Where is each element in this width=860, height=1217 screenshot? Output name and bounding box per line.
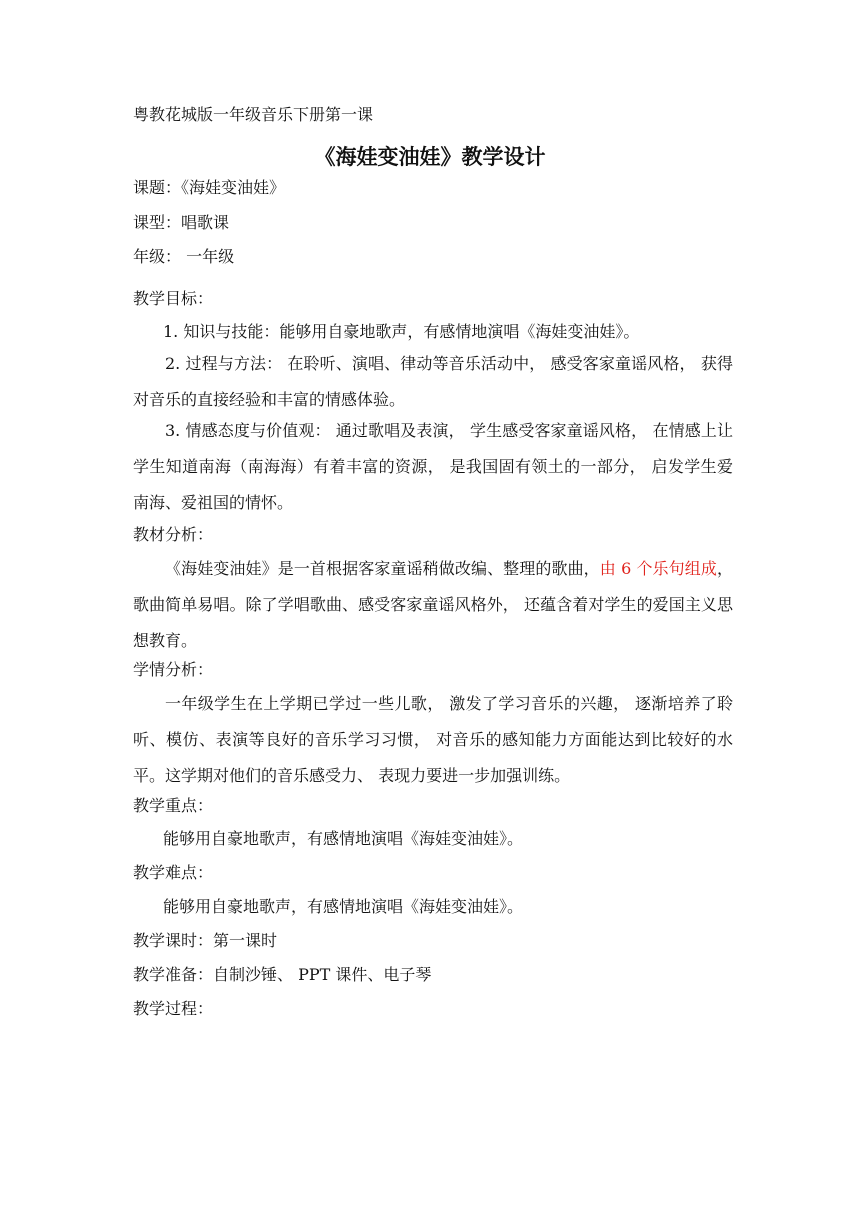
material-text — [133, 551, 733, 659]
material-text-part1: 《海娃变油娃》是一首根据客家童谣稍做改编、整理的歌曲， — [165, 559, 600, 578]
course-line: 粤教花城版一年级音乐下册第一课 — [133, 105, 374, 124]
material-heading: 教材分析： — [133, 525, 214, 544]
goal-item-1: 1. 知识与技能：能够用自豪地歌声，有感情地演唱《海娃变油娃》。 — [163, 322, 640, 341]
process-heading: 教学过程： — [133, 999, 214, 1018]
prep-line: 教学准备：自制沙锤、 PPT 课件、电子琴 — [133, 965, 432, 984]
key-point-heading: 教学重点： — [133, 796, 214, 815]
page-title: 《海娃变油娃》教学设计 — [314, 145, 546, 169]
goals-heading: 教学目标： — [133, 289, 214, 308]
goal-item-2: 2. 过程与方法： 在聆听、演唱、律动等音乐活动中， 感受客家童谣风格， 获得对音乐的直接经验和丰富的情感体验。 — [133, 354, 733, 409]
type-line: 课型：唱歌课 — [133, 213, 230, 232]
goal-item-3: 3. 情感态度与价值观： 通过歌唱及表演， 学生感受客家童谣风格， 在情感上让学生知道南海（南海海）有着丰富的资源， 是我国固有领土的一部分， 启发学生爱南海、爱祖国的情怀。 — [133, 421, 733, 512]
grade-line: 年级： 一年级 — [133, 247, 235, 266]
difficulty-heading: 教学难点： — [133, 863, 214, 882]
difficulty-text: 能够用自豪地歌声，有感情地演唱《海娃变油娃》。 — [163, 897, 524, 916]
material-text-part2: ，歌曲简单易唱。除了学唱歌曲、感受客家童谣风格外， 还蕴含着对学生的爱国主义思想教育。 — [133, 559, 733, 650]
topic-line: 课题：《海娃变油娃》 — [133, 178, 286, 197]
students-heading: 学情分析： — [133, 660, 214, 679]
key-point-text: 能够用自豪地歌声，有感情地演唱《海娃变油娃》。 — [163, 829, 524, 848]
period-line: 教学课时：第一课时 — [133, 931, 278, 950]
students-text: 一年级学生在上学期已学过一些儿歌， 激发了学习音乐的兴趣， 逐渐培养了聆听、模仿、表演等良好的音乐学习习惯， 对音乐的感知能力方面能达到比较好的水平。这学期对他们的音乐感受力、 表现力要进一步加强训练。 — [133, 694, 733, 785]
material-text-highlight: 由 6 个乐句组成 — [599, 559, 717, 578]
